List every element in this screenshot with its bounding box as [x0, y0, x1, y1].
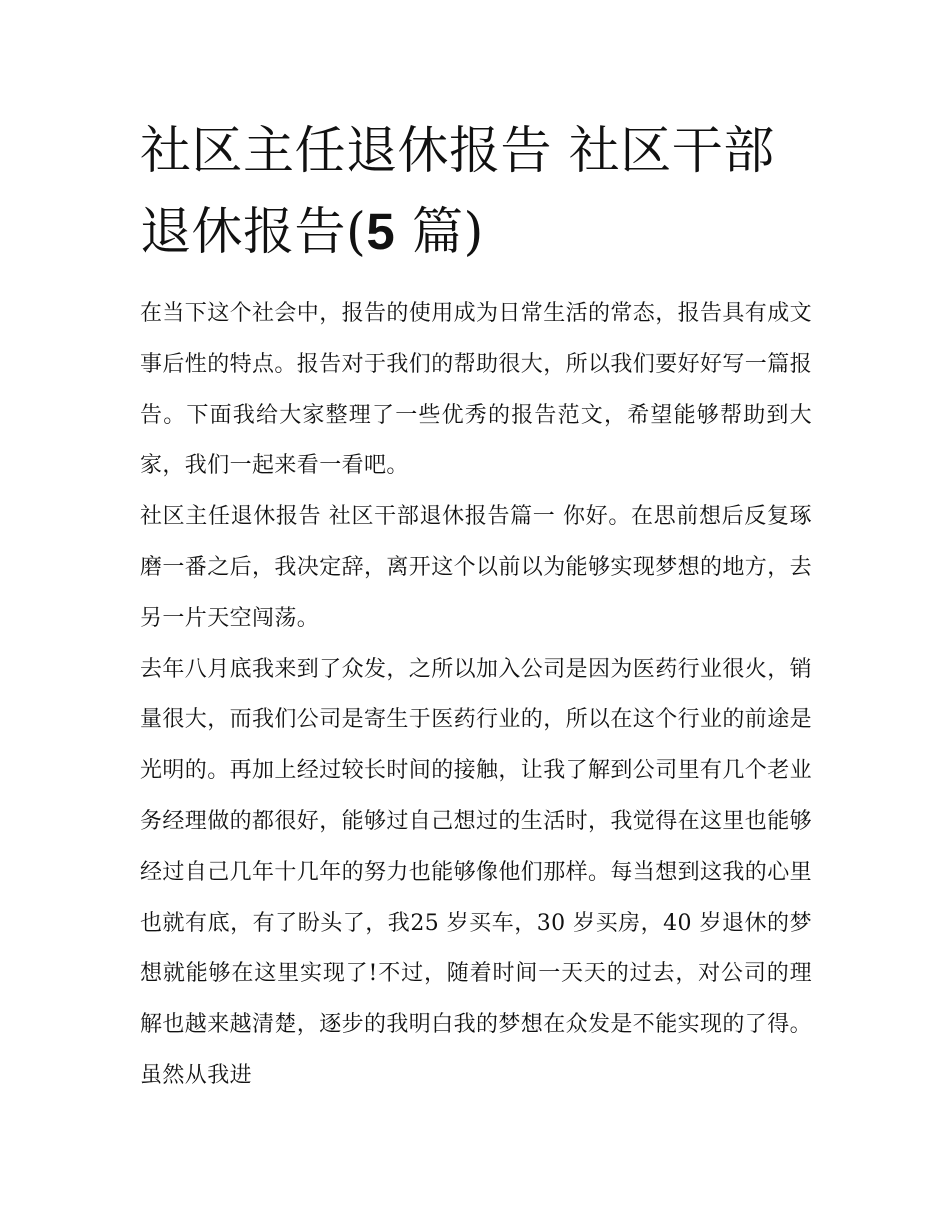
title-text-part2: 篇) — [395, 203, 484, 262]
paragraph-part-one: 社区主任退休报告 社区干部退休报告篇一 你好。在思前想后反复琢磨一番之后，我决定辞，离开这个以前以为能够实现梦想的地方，去另一片天空闯荡。 — [140, 504, 813, 631]
document-page — [140, 112, 812, 1102]
title-text-part1: 社区主任退休报告 社区干部退休报告( — [140, 122, 775, 262]
paragraph-intro: 在当下这个社会中，报告的使用成为日常生活的常态，报告具有成文事后性的特点。报告对于我们的帮助很大，所以我们要好好写一篇报告。下面我给大家整理了一些优秀的报告范文，希望能够帮助到大家，我们一起来看一看吧。 — [140, 301, 813, 479]
document-title — [140, 112, 812, 273]
title-number: 5 — [366, 203, 396, 260]
document-body — [140, 289, 812, 1102]
paragraph-story: 去年八月底我来到了众发，之所以加入公司是因为医药行业很火，销量很大，而我们公司是寄生于医药行业的，所以在这个行业的前途是光明的。再加上经过较长时间的接触，让我了解到公司里有几个老业务经理做的都很好，能够过自己想过的生活时，我觉得在这里也能够经过自己几年十几年的努力也能够像他们那样。每当想到这我的心里也就有底，有了盼头了，我25 岁买车，30 岁买房，40 岁退休的梦想就能够在这里实现了!不过，随着时间一天天的过去，对公司的理解也越来越清楚，逐步的我明白我的梦想在众发是不能实现的了得。虽然从我进 — [140, 656, 813, 1088]
